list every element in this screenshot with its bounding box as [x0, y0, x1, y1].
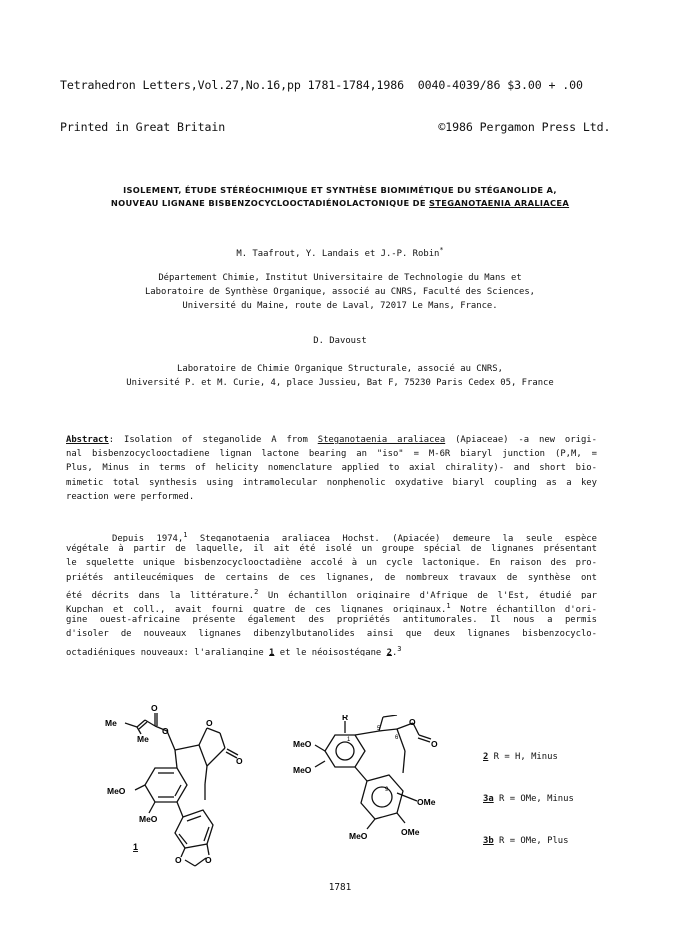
body-text: Un échantillon originaire d'Afrique de l'Est, étudié par [258, 590, 597, 599]
abstract-text: (Apiaceae) -a new origi- [445, 435, 597, 445]
body-line-8: d'isoler de nouveaux lignanes dibenzylbutanolides ainsi que deux lignanes bisbenzocyclo- [66, 629, 597, 640]
body-paragraph [66, 528, 597, 656]
s2-pos-5: 5 [377, 726, 381, 732]
body-species: Steganotaenia araliacea [199, 533, 330, 543]
body-text: octadiéniques nouveaux: l'araliangine [66, 647, 270, 656]
ref-sup: 1 [183, 531, 188, 539]
affil2-line-1: Laboratoire de Chimie Organique Structurale, associé au CNRS, [177, 364, 503, 374]
s2-r: R [342, 715, 349, 722]
title-line-2 [0, 197, 680, 210]
body-line-3: le squelette unique bisbenzocyclooctadiène accolé à un cycle lactonique. En raison des pro- [66, 558, 597, 569]
structure-1-diagram [95, 700, 245, 870]
abstract-line-3: Plus, Minus in terms of helicity nomenclature applied to axial chirality)- and short bio- [66, 463, 597, 474]
abstract-text: : Isolation of steganolide A from [108, 435, 318, 445]
body-text: Kupchan et coll., avait fourni quatre de ces lignanes originaux. [66, 604, 447, 614]
legend-row [483, 792, 574, 806]
abstract-line-2: nal bisbenzocyclooctadiene lignan lactone bearing an "iso" = M-6R biaryl junction (P,M, = [66, 449, 597, 460]
abstract-label: Abstract [66, 435, 109, 445]
s2-pos-6: 6 [395, 735, 399, 741]
body-text: Hochst. (Apiacée) demeure la seule espèce [329, 533, 597, 543]
s1-me-left: Me [105, 718, 117, 728]
citation-line-2: Printed in Great Britain ©1986 Pergamon Press Ltd. [60, 120, 611, 134]
title-line-2-text: NOUVEAU LIGNANE BISBENZOCYCLOOCTADIÉNOLACTONIQUE DE [110, 198, 430, 208]
s2-o-ring: O [409, 717, 416, 727]
compound-ref: 1 [269, 647, 275, 656]
page-number: 1781 [328, 882, 352, 893]
abstract-line-5: reaction were performed. [66, 491, 195, 502]
citation-line-1: Tetrahedron Letters,Vol.27,No.16,pp 1781-1784,1986 0040-4039/86 $3.00 + .00 [60, 78, 583, 92]
abstract-line-1 [66, 433, 597, 447]
affil1-line-1: Département Chimie, Institut Universitaire de Technologie du Mans et [158, 273, 522, 283]
s1-ome: MeO [139, 814, 158, 824]
body-text: . [391, 647, 398, 656]
legend-num: 2 [483, 752, 489, 762]
affil2-line-2: Université P. et M. Curie, 4, place Jussieu, Bat F, 75230 Paris Cedex 05, France [126, 378, 554, 389]
s1-label: 1 [133, 842, 139, 852]
ref-sup: 2 [254, 587, 259, 596]
body-line-9 [66, 642, 597, 656]
s2-meo-1: MeO [293, 739, 312, 749]
author-2: D. Davoust [313, 336, 367, 346]
abstract [66, 433, 597, 504]
ref-sup: 3 [397, 644, 402, 653]
s2-o-carbonyl: O [431, 739, 438, 749]
journal-citation [60, 50, 610, 148]
compound-ref: 2 [386, 647, 392, 656]
body-text: et le néoisostégane [274, 647, 387, 656]
ref-sup: 1 [446, 601, 451, 610]
author-names: M. Taafrout, Y. Landais et J.-P. Robin [236, 248, 440, 259]
body-line-6 [66, 599, 597, 613]
title-species: STEGANOTAENIA ARALIACEA [429, 198, 570, 208]
s2-ome-2: OMe [401, 827, 420, 837]
body-text [187, 534, 199, 542]
authors [0, 243, 680, 261]
s2-meo-2: MeO [293, 765, 312, 775]
paper-title [0, 184, 680, 210]
structure-legend [483, 722, 574, 862]
body-line-2: végétale à partir de laquelle, il ait été isolé un groupe spécial de lignanes présentant [66, 544, 597, 555]
affil1-line-2: Laboratoire de Synthèse Organique, associé au CNRS, Faculté des Sciences, [144, 287, 536, 298]
s1-me-bottom: Me [137, 734, 149, 744]
s2-pos-9: 9 [385, 787, 389, 793]
body-line-5 [66, 585, 597, 599]
s1-o2: O [205, 855, 212, 865]
s1-o-carbonyl: O [236, 756, 243, 766]
author-mark: * [439, 246, 444, 254]
body-line-1 [66, 528, 597, 542]
body-text: été décrits dans la littérature. [66, 590, 255, 599]
s1-o-lactone: O [206, 718, 213, 728]
title-line-1: ISOLEMENT, ÉTUDE STÉRÉOCHIMIQUE ET SYNTHÈSE BIOMIMÉTIQUE DU STÉGANOLIDE A, [123, 185, 557, 195]
affil1-line-3: Université du Maine, route de Laval, 72017 Le Mans, France. [182, 301, 498, 312]
s1-o-ester: O [162, 726, 169, 736]
body-text: Depuis 1974, [112, 533, 184, 543]
legend-num: 3a [483, 794, 494, 804]
s2-pos-1: 1 [347, 737, 351, 743]
body-line-7: gine ouest-africaine présente également des propriétés antitumorales. Il nous a permis [66, 615, 597, 626]
body-line-4: priétés antileucémiques de certains de ces lignanes, de nombreux travaux de synthèse ont [66, 572, 597, 583]
legend-text: R = OMe, Plus [493, 836, 569, 846]
s1-o-top: O [151, 703, 158, 713]
s2-ome-1: OMe [417, 797, 436, 807]
abstract-species: Steganotaenia araliacea [317, 435, 446, 445]
s2-meo-3: MeO [349, 831, 368, 841]
legend-text: R = H, Minus [488, 752, 558, 762]
s1-meo: MeO [107, 786, 126, 796]
affiliation-1 [0, 271, 680, 314]
legend-row [483, 834, 574, 848]
abstract-line-4: mimetic total synthesis using intramolecular nonphenolic oxydative biaryl coupling as a key [66, 477, 597, 488]
legend-num: 3b [483, 836, 494, 846]
structure-2-diagram [285, 715, 455, 865]
body-text: Notre échantillon d'ori- [450, 604, 597, 614]
affiliation-2 [0, 362, 680, 390]
s1-o1: O [175, 855, 182, 865]
legend-text: R = OMe, Minus [493, 794, 574, 804]
legend-row [483, 750, 574, 764]
